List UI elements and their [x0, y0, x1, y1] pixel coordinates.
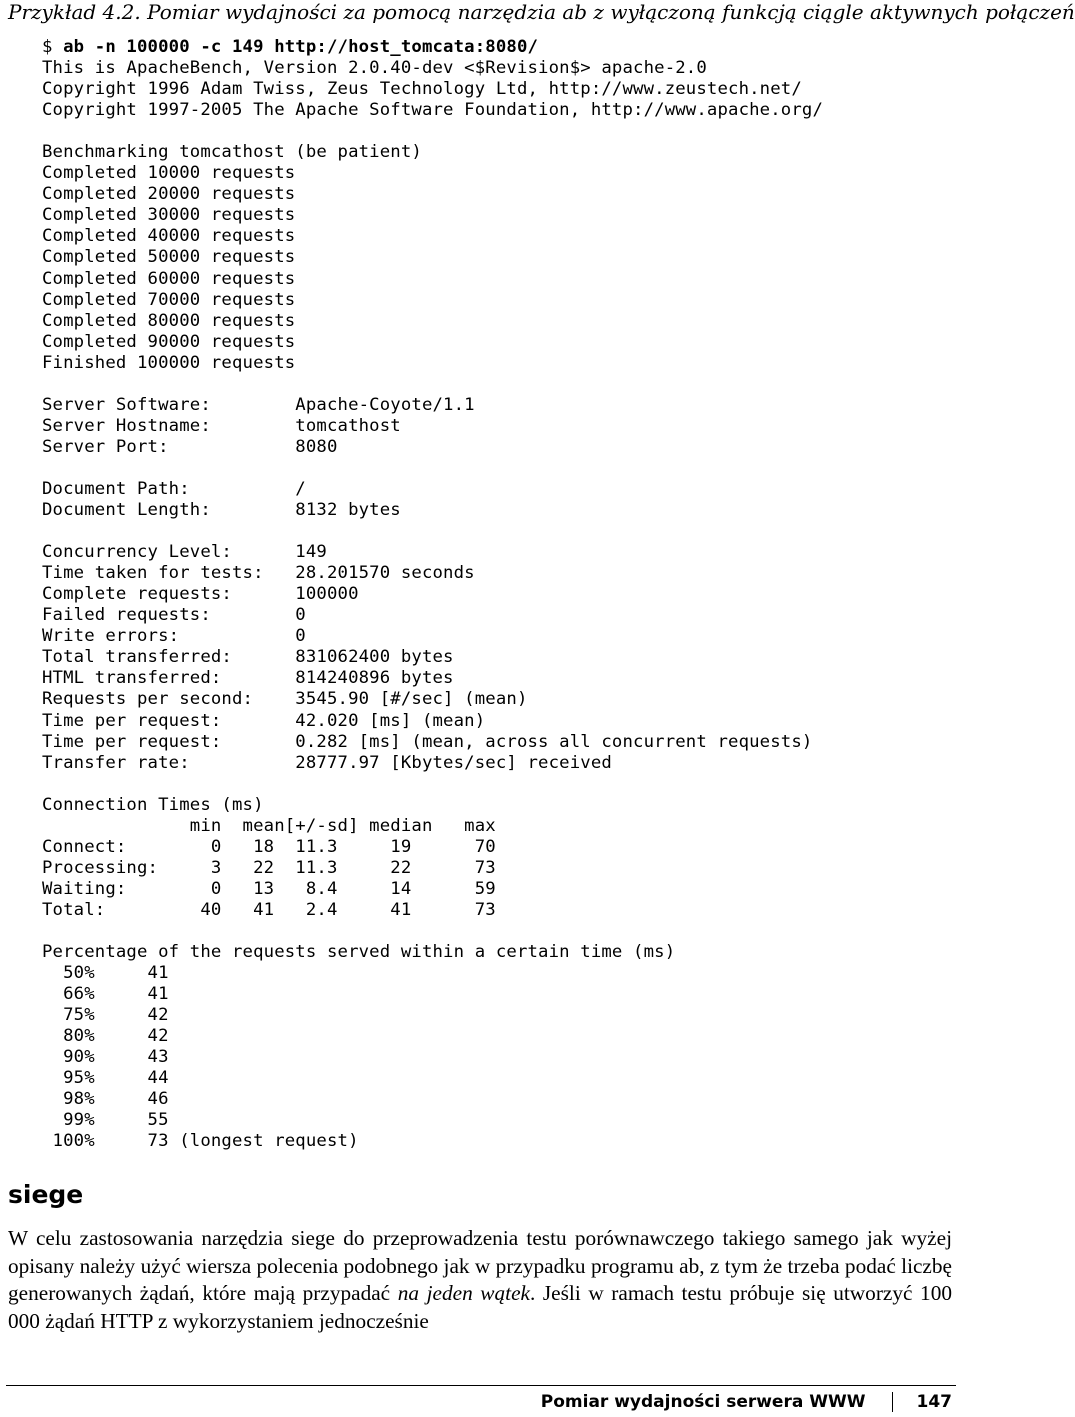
body-text-part-2: . Jeśli w ramach testu próbuje się utworzyć 100 000 żądań HTTP z wykorzystaniem jednocześnie	[8, 1281, 952, 1333]
code-output	[42, 58, 952, 1152]
code-line: Completed 30000 requests	[42, 205, 296, 226]
code-line: Server Port: 8080	[42, 436, 338, 457]
code-line	[42, 374, 952, 395]
code-line: Completed 90000 requests	[42, 331, 296, 352]
code-line: 100% 73 (longest request)	[42, 1131, 359, 1152]
code-line: Failed requests: 0	[42, 605, 306, 626]
page-footer	[541, 1390, 952, 1414]
code-line: Percentage of the requests served within a certain time (ms)	[42, 942, 676, 963]
code-line: Time taken for tests: 28.201570 seconds	[42, 563, 475, 584]
body-paragraph	[8, 1225, 952, 1335]
code-line: Connection Times (ms)	[42, 794, 264, 815]
code-line: Completed 50000 requests	[42, 247, 296, 268]
code-line: Server Software: Apache-Coyote/1.1	[42, 394, 475, 415]
body-emphasis: na jeden wątek	[397, 1281, 530, 1305]
code-line: Waiting: 0 13 8.4 14 59	[42, 878, 496, 899]
shell-prompt: $	[42, 37, 64, 57]
code-line: 99% 55	[42, 1110, 169, 1131]
code-line: Transfer rate: 28777.97 [Kbytes/sec] received	[42, 752, 612, 773]
body-text-part-1: W celu zastosowania narzędzia siege do przeprowadzenia testu porównawczego takiego samego jak wyżej opisany należy użyć wiersza polecenia podobnego jak w przypadku programu ab, z tym że trzeba podać liczbę generowanych żądań, które mają przypadać	[8, 1226, 952, 1305]
code-line: Requests per second: 3545.90 [#/sec] (mean)	[42, 689, 528, 710]
code-line: Connect: 0 18 11.3 19 70	[42, 836, 496, 857]
footer-separator	[892, 1392, 893, 1412]
footer-rule	[6, 1385, 956, 1386]
code-line: This is ApacheBench, Version 2.0.40-dev <$Revision$> apache-2.0	[42, 58, 707, 79]
code-line: Processing: 3 22 11.3 22 73	[42, 857, 496, 878]
page-number: 147	[916, 1392, 952, 1412]
code-line: min mean[+/-sd] median max	[42, 815, 496, 836]
code-line	[42, 121, 952, 142]
code-line: 80% 42	[42, 1026, 169, 1047]
code-line: Concurrency Level: 149	[42, 542, 327, 563]
code-line: Benchmarking tomcathost (be patient)	[42, 142, 422, 163]
section-heading: siege	[8, 1180, 84, 1209]
code-line: 66% 41	[42, 984, 169, 1005]
code-line: 98% 46	[42, 1089, 169, 1110]
code-line: 75% 42	[42, 1005, 169, 1026]
code-line	[42, 521, 952, 542]
code-line: Write errors: 0	[42, 626, 306, 647]
command-line	[42, 37, 952, 58]
code-line: 90% 43	[42, 1047, 169, 1068]
code-line: Time per request: 0.282 [ms] (mean, across all concurrent requests)	[42, 731, 813, 752]
code-line: Completed 70000 requests	[42, 289, 296, 310]
code-line: Time per request: 42.020 [ms] (mean)	[42, 710, 486, 731]
code-listing	[42, 37, 952, 1152]
code-line: 50% 41	[42, 963, 169, 984]
code-line: Copyright 1996 Adam Twiss, Zeus Technology Ltd, http://www.zeustech.net/	[42, 79, 802, 100]
code-line: Completed 20000 requests	[42, 184, 296, 205]
footer-section-title: Pomiar wydajności serwera WWW	[540, 1392, 866, 1412]
code-line: Completed 40000 requests	[42, 226, 296, 247]
code-line: Completed 80000 requests	[42, 310, 296, 331]
code-line	[42, 921, 952, 942]
code-line: Server Hostname: tomcathost	[42, 415, 401, 436]
example-caption: Przykład 4.2. Pomiar wydajności za pomocą narzędzia ab z wyłączoną funkcją ciągle aktywnych połączeń	[8, 0, 1075, 24]
code-line: Complete requests: 100000	[42, 584, 359, 605]
code-line: Document Path: /	[42, 478, 306, 499]
code-line	[42, 774, 952, 795]
code-line: Completed 60000 requests	[42, 268, 296, 289]
code-line: 95% 44	[42, 1068, 169, 1089]
command-text: ab -n 100000 -c 149 http://host_tomcata:8080/	[63, 37, 539, 57]
code-line: Completed 10000 requests	[42, 163, 296, 184]
code-line: Finished 100000 requests	[42, 352, 296, 373]
code-line	[42, 458, 952, 479]
code-line: Total transferred: 831062400 bytes	[42, 647, 454, 668]
code-line: HTML transferred: 814240896 bytes	[42, 668, 454, 689]
code-line: Copyright 1997-2005 The Apache Software Foundation, http://www.apache.org/	[42, 100, 824, 121]
code-line: Total: 40 41 2.4 41 73	[42, 899, 496, 920]
code-line: Document Length: 8132 bytes	[42, 500, 401, 521]
